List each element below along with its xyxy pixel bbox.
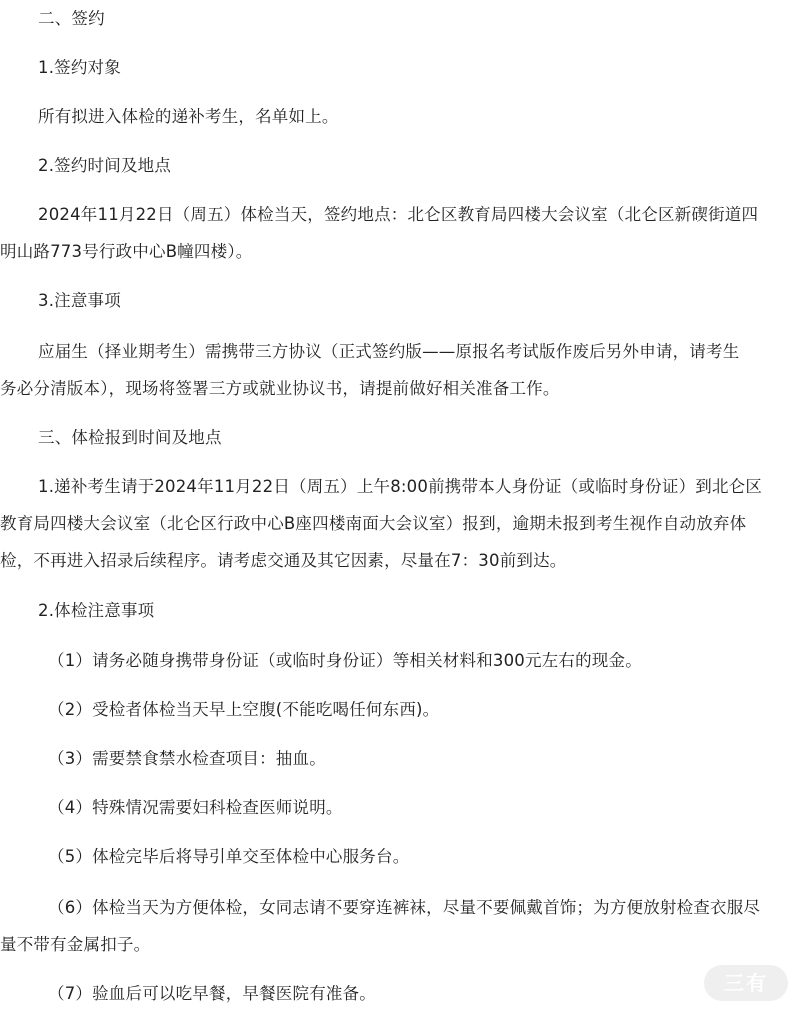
text-line: 2024年11月22日（周五）体检当天，签约地点：北仑区教育局四楼大会议室（北仑区新碶街道四 xyxy=(38,205,759,224)
list-item: （4）特殊情况需要妇科检查医师说明。 xyxy=(48,798,343,817)
paragraph-checkin xyxy=(0,468,790,579)
subheading-notes: 3.注意事项 xyxy=(38,291,121,310)
text-line: 应届生（择业期考生）需携带三方协议（正式签约版——原报名考试版作废后另外申请，请考生 xyxy=(38,342,740,361)
watermark-logo: 三有 xyxy=(704,965,788,1001)
text-line: 明山路773号行政中心B幢四楼）。 xyxy=(0,242,253,261)
text-line: 检，不再进入招录后续程序。请考虑交通及其它因素，尽量在7：30前到达。 xyxy=(0,551,567,570)
text-line: 务必分清版本），现场将签署三方或就业协议书，请提前做好相关准备工作。 xyxy=(0,379,560,398)
list-item: （1）请务必随身携带身份证（或临时身份证）等相关材料和300元左右的现金。 xyxy=(48,651,642,670)
paragraph-signing-target: 所有拟进入体检的递补考生，名单如上。 xyxy=(38,107,339,126)
list-item: （2）受检者体检当天早上空腹(不能吃喝任何东西)。 xyxy=(48,700,440,719)
subheading-exam-notes: 2.体检注意事项 xyxy=(38,601,155,620)
section-heading-signing: 二、签约 xyxy=(38,9,105,28)
list-item: （5）体检完毕后将导引单交至体检中心服务台。 xyxy=(48,847,410,866)
paragraph-signing-time-place xyxy=(0,196,790,270)
section-heading-exam-checkin: 三、体检报到时间及地点 xyxy=(38,428,222,447)
text-line: 1.递补考生请于2024年11月22日（周五）上午8:00前携带本人身份证（或临时身份证）到北仑区 xyxy=(38,477,763,496)
subheading-signing-target: 1.签约对象 xyxy=(38,58,121,77)
list-item: （3）需要禁食禁水检查项目：抽血。 xyxy=(48,749,326,768)
text-line: 教育局四楼大会议室（北仑区行政中心B座四楼南面大会议室）报到，逾期未报到考生视作自动放弃体 xyxy=(0,514,747,533)
text-line: （6）体检当天为方便体检，女同志请不要穿连裤袜，尽量不要佩戴首饰；为方便放射检查衣服尽 xyxy=(48,898,761,917)
subheading-signing-time-place: 2.签约时间及地点 xyxy=(38,156,172,175)
text-line: 量不带有金属扣子。 xyxy=(0,935,151,954)
paragraph-notes xyxy=(0,333,790,407)
list-item xyxy=(0,889,790,963)
list-item: （7）验血后可以吃早餐，早餐医院有准备。 xyxy=(48,984,376,1003)
